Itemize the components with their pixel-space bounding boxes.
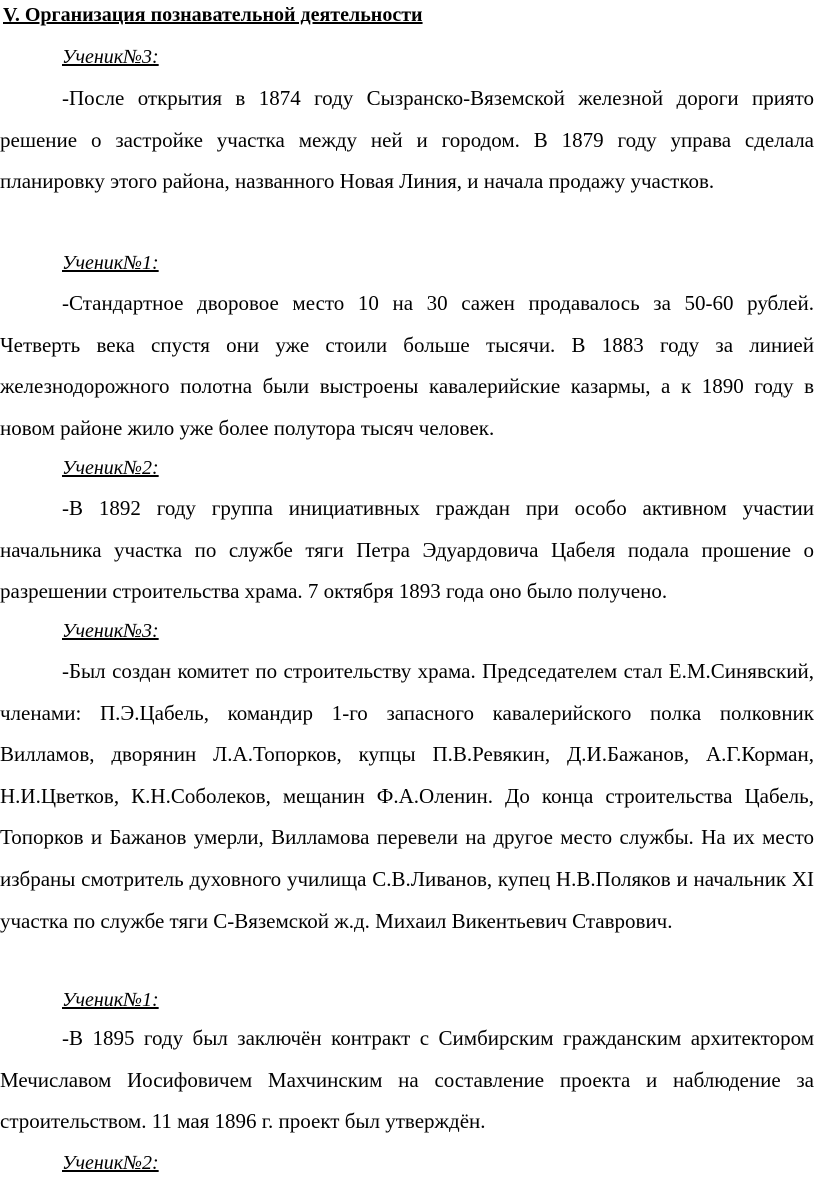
section-title: V. Организация познавательной деятельности: [3, 4, 423, 26]
speaker-label: Ученик№2:: [62, 1152, 159, 1174]
speaker-colon: :: [152, 46, 159, 68]
speaker-label: Ученик№3:: [62, 620, 159, 642]
paragraph: -После открытия в 1874 году Сызранско-Вяземской железной дороги приято решение о застройке участка между ней и городом. В 1879 году управа сделала планировку этого района, названного Новая Линия, и начала продажу участков.: [0, 86, 814, 194]
speaker-label: [62, 44, 159, 70]
paragraph: -Был создан комитет по строительству храма. Председателем стал Е.М.Синявский, членами: П.Э.Цабель, командир 1-го запасного кавалерийского полка полковник Вилламов, дворянин Л.А.Топорков, купцы П.В.Ревякин, Д.И.Бажанов, А.Г.Корман, Н.И.Цветков, К.Н.Соболеков, мещанин Ф.А.Оленин. До конца строительства Цабель, Топорков и Бажанов умерли, Вилламова перевели на другое место службы. На их место избраны смотритель духовного училища С.В.Ливанов, купец Н.В.Поляков и начальник XI участка по службе тяги С-Вяземской ж.д. Михаил Викентьевич Ставрович.: [0, 659, 814, 933]
paragraph: -В 1892 году группа инициативных граждан при особо активном участии начальника участка по службе тяги Петра Эдуардовича Цабеля подала прошение о разрешении строительства храма. 7 октября 1893 года оно было получено.: [0, 496, 814, 604]
speaker-label: Ученик№1:: [62, 252, 159, 274]
speaker-label: Ученик№2:: [62, 457, 159, 479]
speaker-label: Ученик№1:: [62, 989, 159, 1011]
paragraph: -Стандартное дворовое место 10 на 30 сажен продавалось за 50-60 рублей. Четверть века спустя они уже стоили больше тысячи. В 1883 году за линией железнодорожного полотна были выстроены кавалерийские казармы, а к 1890 году в новом районе жило уже более полутора тысяч человек.: [0, 291, 814, 440]
speaker-name: Ученик№3: [62, 46, 153, 68]
paragraph: -В 1895 году был заключён контракт с Симбирским гражданским архитектором Мечиславом Иосифовичем Махчинским на составление проекта и наблюдение за строительством. 11 мая 1896 г. проект был утверждён.: [0, 1026, 814, 1134]
